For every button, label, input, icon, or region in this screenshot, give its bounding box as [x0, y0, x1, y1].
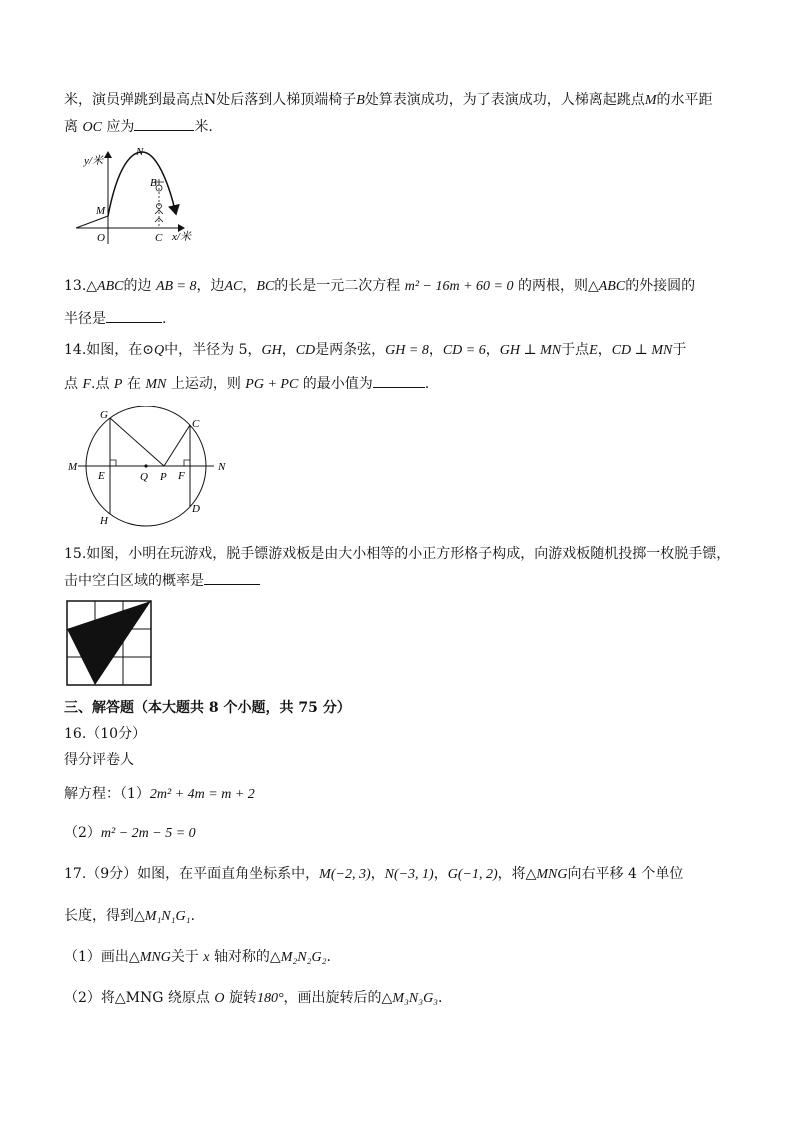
label-M: M	[96, 205, 106, 217]
q14-line-1: 14.如图，在⊙Q中，半径为 5，GH，CD是两条弦，GH = 8，CD = 6，GH ⊥ MN于点E，CD ⊥ MN于	[64, 342, 687, 358]
center-Q	[144, 464, 147, 467]
label-N: N	[136, 146, 144, 158]
q17-part-2: （2）将△MNG 绕原点 O 旋转180°，画出旋转后的△M₃N₃G₃.	[64, 990, 443, 1006]
q15-line-1: 15.如图，小明在玩游戏，脱手镖游戏板是由大小相等的小正方形格子构成，向游戏板随机投掷一枚脱手镖，	[64, 546, 731, 562]
svg-text:P: P	[160, 471, 167, 483]
label-x: x/米	[172, 231, 191, 243]
label-C: C	[155, 232, 163, 244]
answer-blank-q13[interactable]	[106, 308, 162, 323]
q13-line-1: 13.△ABC的边 AB = 8，边AC，BC的长是一元二次方程 m² − 16m + 60 = 0 的两根，则△ABC的外接圆的	[64, 278, 696, 294]
q16-header: 16.（10分）	[64, 726, 147, 742]
q16-scorer: 得分评卷人	[64, 752, 134, 768]
q16-part-2: （2）m² − 2m − 5 = 0	[64, 825, 196, 841]
parabola-curve	[108, 152, 176, 216]
q15-line-2: 击中空白区域的概率是	[64, 570, 260, 591]
svg-text:N: N	[218, 461, 226, 473]
svg-text:C: C	[192, 418, 200, 430]
q12-parabola-figure	[72, 144, 212, 250]
label-B: B	[150, 177, 157, 189]
svg-text:D: D	[192, 503, 200, 515]
q14-line-2: 点 F.点 P 在 MN 上运动，则 PG + PC 的最小值为 .	[64, 373, 429, 395]
segment-PG	[110, 418, 164, 466]
svg-text:H: H	[100, 515, 108, 527]
svg-text:F: F	[178, 470, 185, 482]
q14-circle-figure	[66, 406, 228, 530]
answer-blank-q15[interactable]	[204, 570, 260, 585]
q17-line-2: 长度，得到△M₁N₁G₁.	[64, 908, 195, 924]
answer-blank-q12[interactable]	[134, 116, 194, 131]
right-angle-F	[184, 460, 190, 466]
q12-line-1: 米，演员弹跳到最高点N处后落到人梯顶端椅子B处算表演成功，为了表演成功，人梯离起跳点M的水平距	[64, 92, 713, 108]
q12-line-2: 离 OC 应为 米.	[64, 116, 213, 138]
section-3-title: 三、解答题（本大题共 8 个小题，共 75 分）	[64, 700, 351, 716]
right-angle-E	[110, 460, 116, 466]
q17-part-1: （1）画出△MNG关于 x 轴对称的△M₂N₂G₂.	[64, 949, 331, 965]
svg-text:Q: Q	[140, 471, 148, 483]
svg-text:M: M	[68, 461, 78, 473]
label-O: O	[97, 232, 105, 244]
q13-line-2: 半径是 .	[64, 308, 166, 329]
q15-dartboard-figure	[66, 600, 156, 686]
q17-line-1: 17.（9分）如图，在平面直角坐标系中，M(−2, 3)，N(−3, 1)，G(−1, 2)，将△MNG向右平移 4 个单位	[64, 866, 684, 882]
q16-part-1: 解方程：（1）2m² + 4m = m + 2	[64, 786, 255, 802]
svg-text:E: E	[98, 470, 105, 482]
answer-blank-q14[interactable]	[373, 373, 425, 388]
label-y: y/米	[84, 155, 103, 167]
svg-text:G: G	[100, 409, 108, 421]
